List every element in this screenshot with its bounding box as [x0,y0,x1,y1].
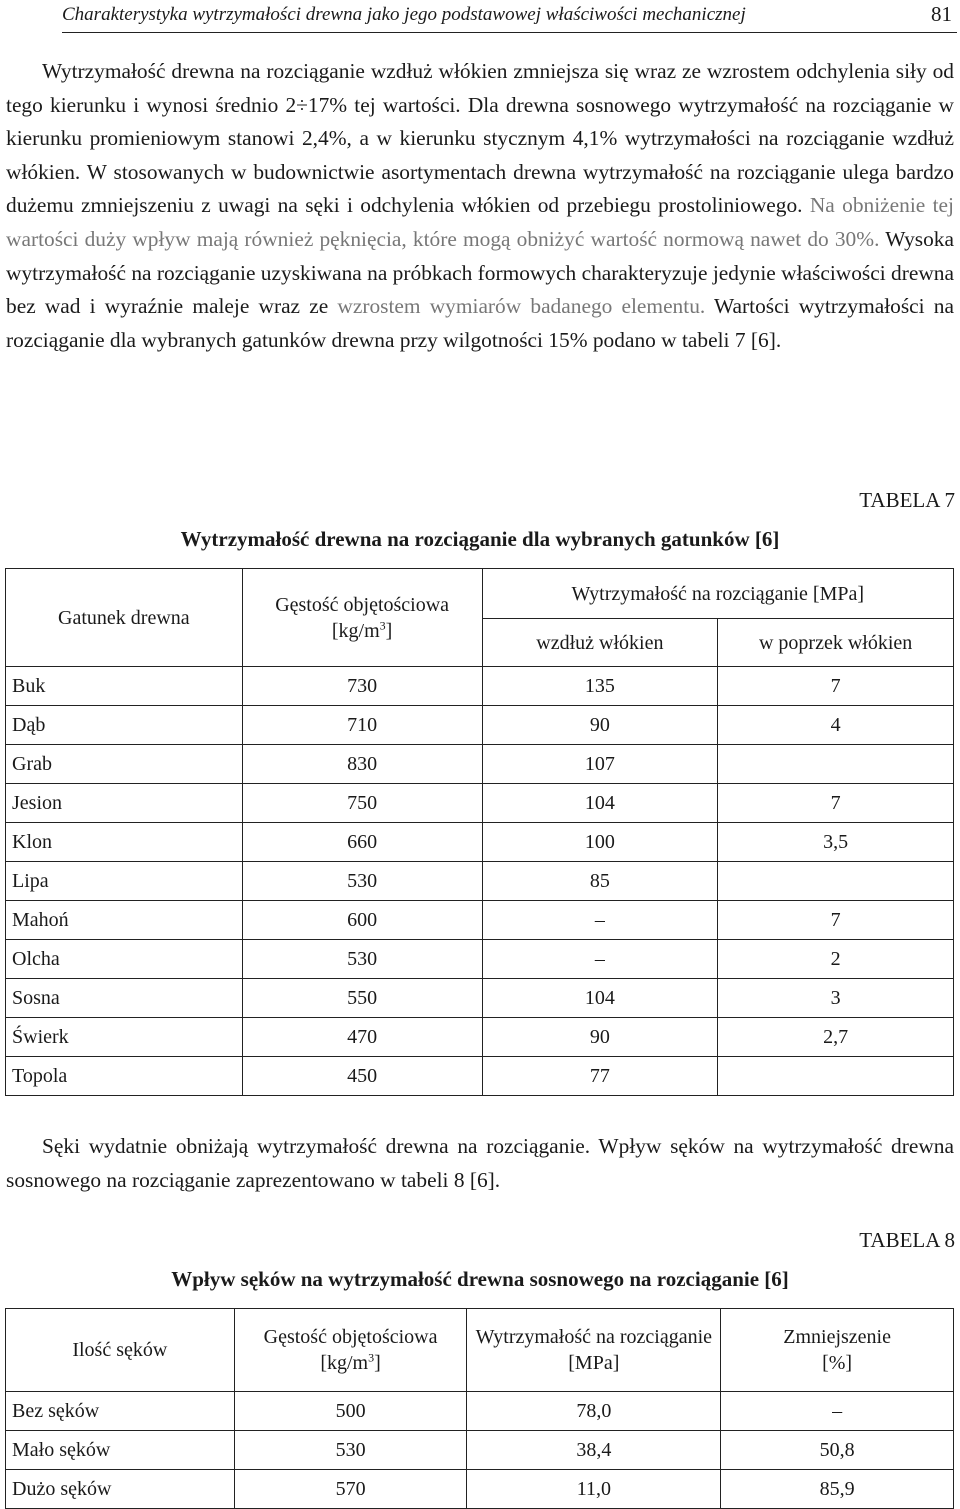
table7-cell-across: 4 [718,706,954,745]
table7-header-strength: Wytrzymałość na rozciąganie [MPa] [482,569,953,619]
table-row [6,862,954,901]
table-row [6,1057,954,1096]
table7-cell-across [718,745,954,784]
table8-header-row [6,1309,954,1392]
table7-cell-across: 2 [718,940,954,979]
table7-label: TABELA 7 [859,488,955,512]
table7-header-density-unit-sup: 3 [379,617,386,632]
table7-cell-along: – [482,901,718,940]
running-header [62,0,957,33]
table7-cell-name: Buk [6,667,243,706]
table8-cell-name: Bez sęków [6,1392,235,1431]
table7-cell-name: Olcha [6,940,243,979]
table7-cell-density: 600 [242,901,482,940]
paragraph1-segment2: Na obniżenie tej wartości duży wpływ mają również pęknięcia, które mogą obniżyć wartość normową nawet do 30%. [6,193,954,251]
table-row [6,979,954,1018]
table7-cell-name: Mahoń [6,901,243,940]
table8-cell-name: Mało sęków [6,1431,235,1470]
paragraph1-segment3: Wysoka wytrzymałość na rozciąganie uzyskiwana na próbkach formowych charakteryzuje jedynie właściwości drewna bez wad i wyraźnie maleje wraz ze [6,226,954,319]
table7-cell-across: 7 [718,784,954,823]
table7-cell-density: 750 [242,784,482,823]
table7-cell-along: 77 [482,1057,718,1096]
table8-header-strength-label: Wytrzymałość na rozciąganie [475,1326,713,1348]
table8-cell-density: 570 [234,1470,467,1509]
paragraph1-segment1: Wytrzymałość drewna na rozciąganie wzdłuż włókien zmniejsza się wraz ze wzrostem odchylenia siły od tego kierunku i wynosi średnio 2÷17% tej wartości. Dla drewna sosnowego wytrzymałość na rozciąganie w kierunku promieniowym stanowi 2,4%, a w kierunku stycznym 4,1% wytrzymałości na rozciąganie wzdłuż włókien. W stosowanych w budownictwie asortymentach drewna wytrzymałość na rozciąganie ulega bardzo dużemu zmniejszeniu z uwagi na sęki i odchylenia włókien od przebiegu prostoliniowego. [6,59,954,218]
table7-cell-name: Lipa [6,862,243,901]
table-row [6,784,954,823]
paragraph1-segment4: wzrostem wymiarów badanego elementu. [337,294,706,319]
table7-cell-name: Klon [6,823,243,862]
table-row [6,706,954,745]
table8-header-reduction-label: Zmniejszenie [783,1326,891,1348]
table7-header-across: w poprzek włókien [718,619,954,667]
table7 [5,568,954,1096]
paragraph1-segment5: Wartości wytrzymałości na rozciąganie dla wybranych gatunków drewna przy wilgotności 15% podano w tabeli 7 [6]. [6,294,954,352]
table7-cell-density: 530 [242,940,482,979]
table8-header-density-unit-open: [kg/m [320,1352,369,1374]
table7-cell-name: Sosna [6,979,243,1018]
table8-cell-reduction: – [721,1392,954,1431]
table-row [6,940,954,979]
table7-cell-name: Dąb [6,706,243,745]
table-row [6,667,954,706]
table7-header-density-unit-close: ] [385,619,393,642]
table7-header-row [6,569,954,619]
table8-header-density-label: Gęstość objętościowa [263,1326,438,1348]
table-row [6,901,954,940]
table8-cell-reduction: 50,8 [721,1431,954,1470]
table7-cell-across: 7 [718,667,954,706]
table8-cell-strength: 11,0 [467,1470,721,1509]
table7-cell-density: 470 [242,1018,482,1057]
table7-cell-across: 2,7 [718,1018,954,1057]
table7-cell-name: Jesion [6,784,243,823]
table7-cell-along: 90 [482,1018,718,1057]
table8-header-density-unit-close: ] [374,1352,381,1374]
running-header-title: Charakterystyka wytrzymałości drewna jako jego podstawowej właściwości mechanicznej [62,4,746,25]
table7-cell-along: 100 [482,823,718,862]
table-row [6,745,954,784]
table7-cell-density: 450 [242,1057,482,1096]
table-row [6,1431,954,1470]
table7-cell-density: 830 [242,745,482,784]
table7-cell-across [718,1057,954,1096]
table8-title: Wpływ sęków na wytrzymałość drewna sosnowego na rozciąganie [6] [171,1267,789,1291]
table7-cell-along: 107 [482,745,718,784]
table8-cell-density: 500 [234,1392,467,1431]
table7-cell-name: Świerk [6,1018,243,1057]
table8-label: TABELA 8 [859,1228,955,1252]
page-number: 81 [931,2,952,26]
table7-cell-along: 104 [482,979,718,1018]
table-row [6,823,954,862]
table7-cell-along: 104 [482,784,718,823]
table8-cell-reduction: 85,9 [721,1470,954,1509]
table7-cell-across: 3 [718,979,954,1018]
table7-cell-density: 660 [242,823,482,862]
table8-cell-density: 530 [234,1431,467,1470]
table7-header-density [242,569,482,667]
table7-cell-across: 3,5 [718,823,954,862]
table7-cell-along: – [482,940,718,979]
paragraph-tensile-strength [6,55,954,357]
table8-header-strength-unit: [MPa] [568,1352,620,1374]
table7-cell-name: Topola [6,1057,243,1096]
table8-header-strength [467,1309,721,1392]
table8-header-density-unit-sup: 3 [368,1350,375,1365]
table7-cell-along: 85 [482,862,718,901]
table7-cell-across: 7 [718,901,954,940]
table7-cell-density: 730 [242,667,482,706]
table7-cell-density: 550 [242,979,482,1018]
table8 [5,1308,954,1509]
table7-cell-across [718,862,954,901]
table-row [6,1392,954,1431]
table8-cell-strength: 38,4 [467,1431,721,1470]
table7-cell-density: 530 [242,862,482,901]
table7-cell-density: 710 [242,706,482,745]
table7-title: Wytrzymałość drewna na rozciąganie dla wybranych gatunków [6] [180,527,780,551]
table-row [6,1018,954,1057]
paragraph-knots-influence: Sęki wydatnie obniżają wytrzymałość drewna na rozciąganie. Wpływ sęków na wytrzymałość drewna sosnowego na rozciąganie zaprezentowano w tabeli 8 [6]. [6,1134,954,1192]
table8-cell-strength: 78,0 [467,1392,721,1431]
table7-cell-name: Grab [6,745,243,784]
table7-header-species: Gatunek drewna [6,569,243,667]
table-row [6,1470,954,1509]
table8-header-density [234,1309,467,1392]
table7-header-density-label: Gęstość objętościowa [275,593,450,616]
table8-header-reduction-unit: [%] [822,1352,853,1374]
table8-header-knots: Ilość sęków [6,1309,235,1392]
table7-header-density-unit-open: [kg/m [331,619,380,642]
table8-header-reduction [721,1309,954,1392]
table7-header-along: wzdłuż włókien [482,619,718,667]
table7-cell-along: 135 [482,667,718,706]
table8-cell-name: Dużo sęków [6,1470,235,1509]
table7-cell-along: 90 [482,706,718,745]
